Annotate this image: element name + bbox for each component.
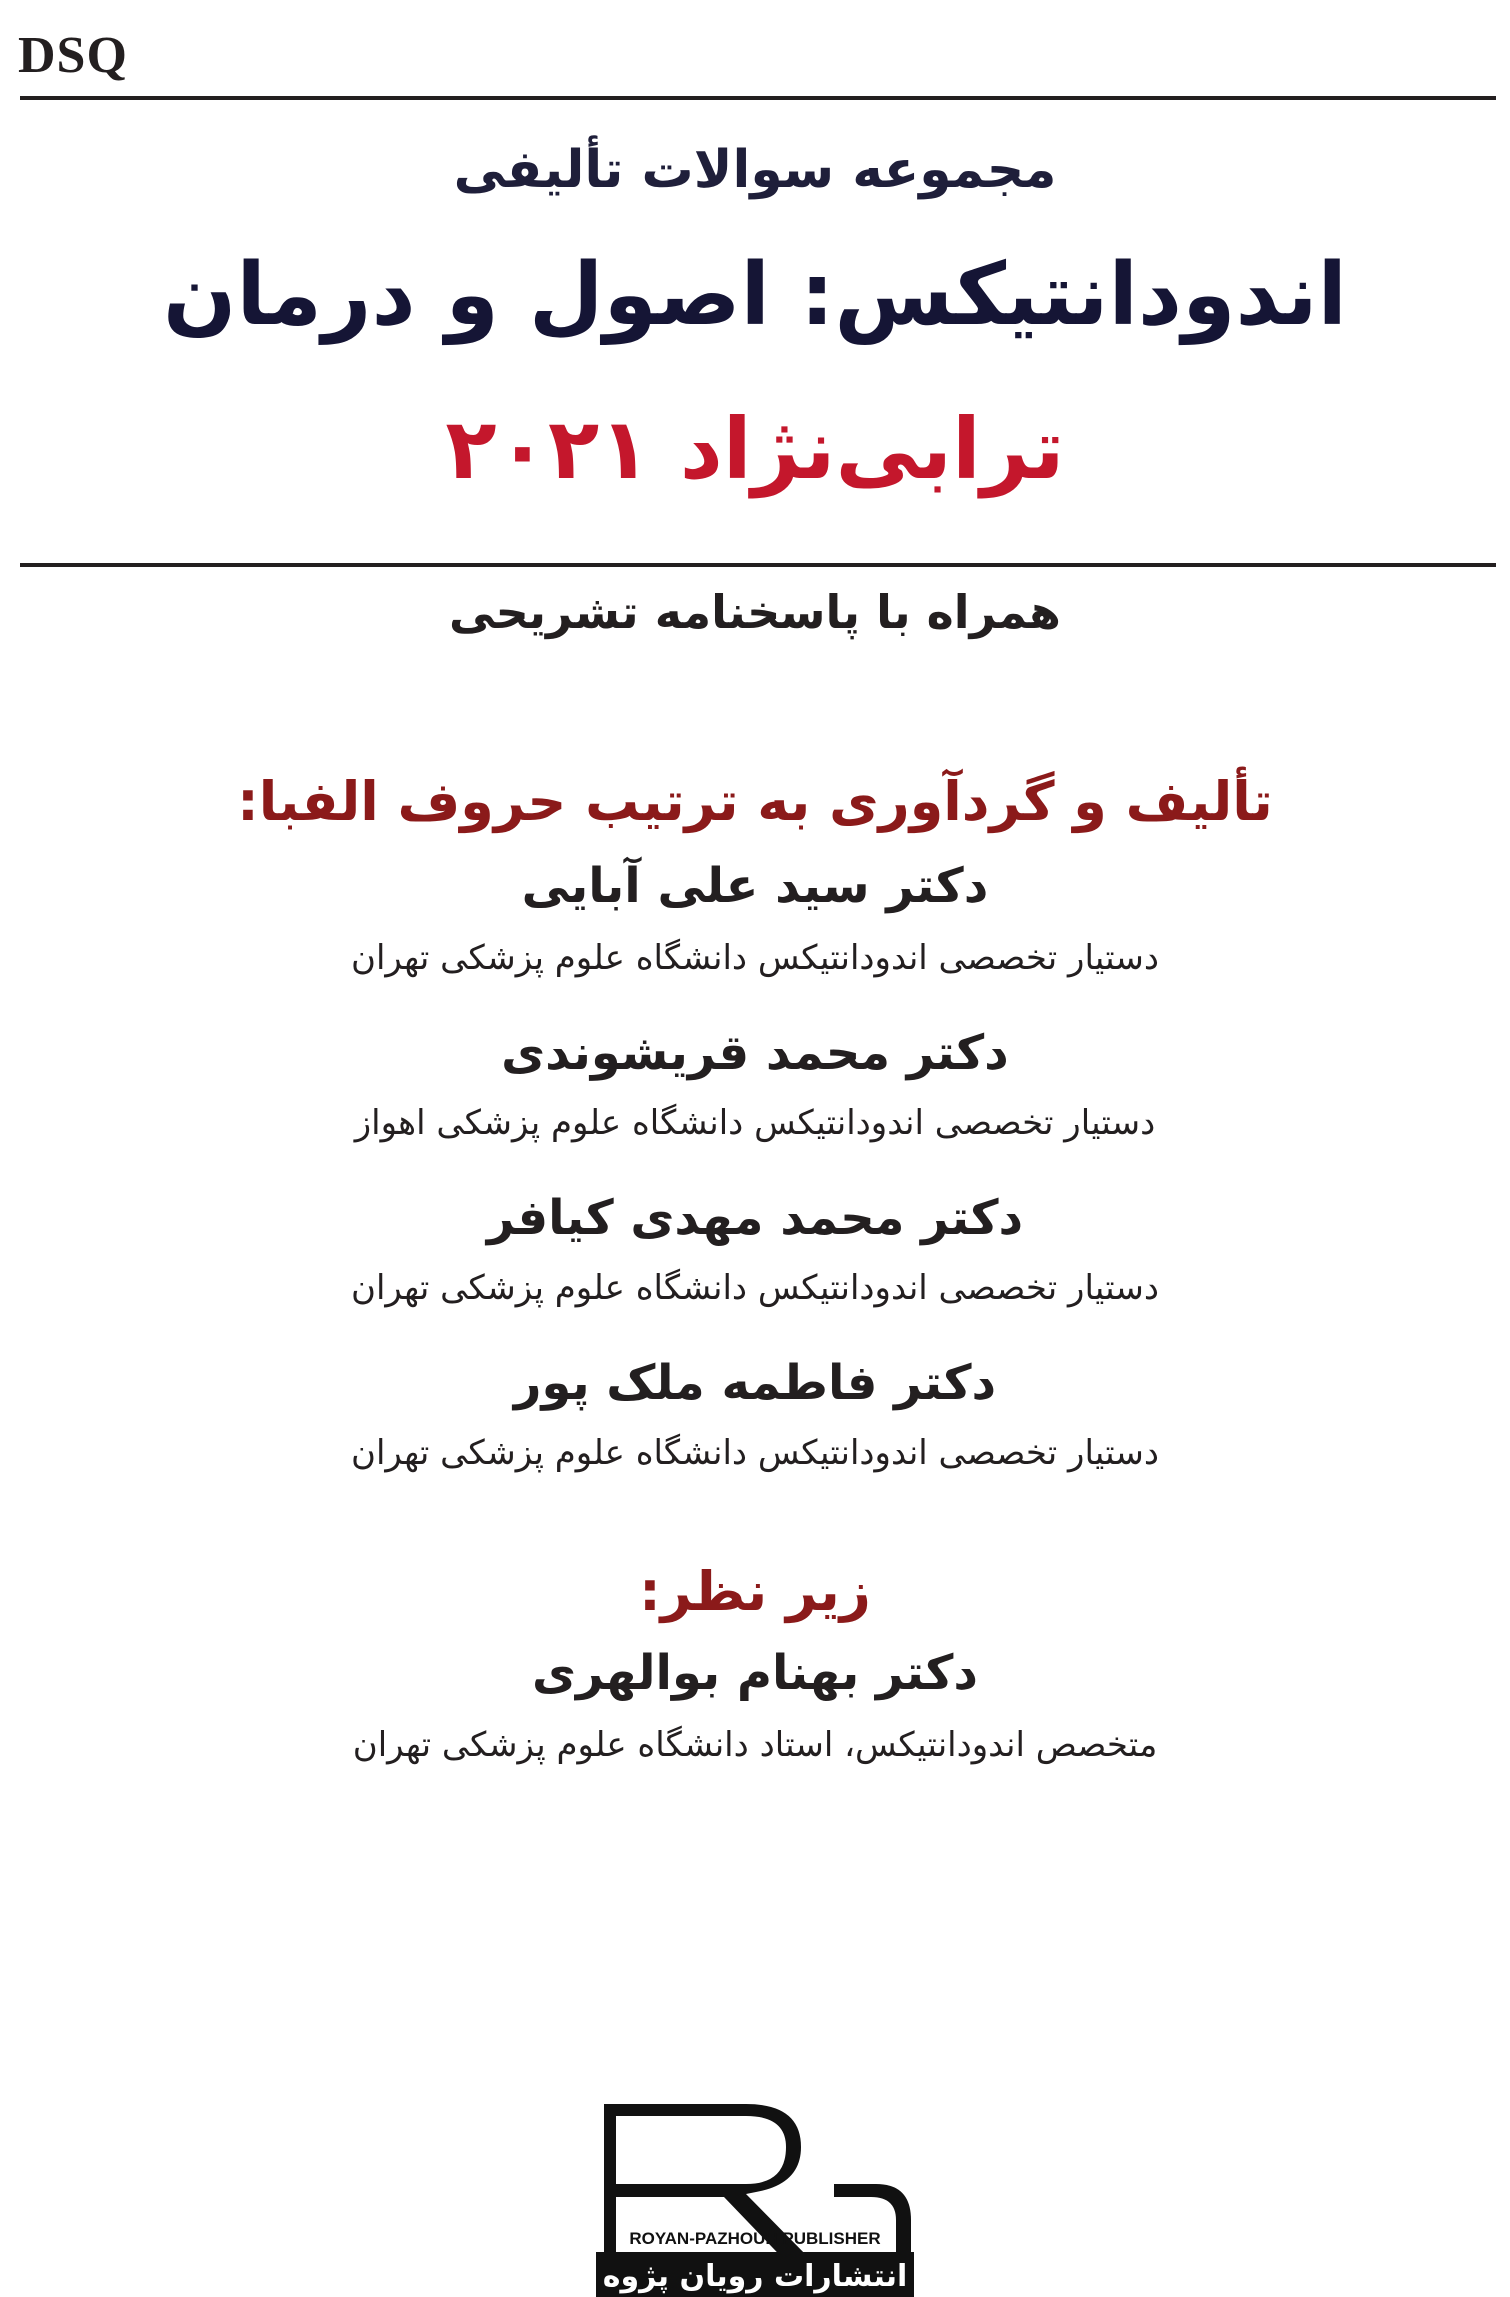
author-affiliation: دستیار تخصصی اندودانتیکس دانشگاه علوم پزشکی تهران xyxy=(351,1268,1159,1308)
publisher-logo-icon xyxy=(596,2092,914,2297)
subtitle: همراه با پاسخنامه تشریحی xyxy=(449,585,1061,639)
publisher-name-fa: انتشارات رویان پژوه xyxy=(602,2259,908,2294)
authors-heading: تألیف و گردآوری به ترتیب حروف الفبا: xyxy=(237,770,1273,833)
supervisor-affiliation: متخصص اندودانتیکس، استاد دانشگاه علوم پزشکی تهران xyxy=(352,1725,1158,1765)
author-affiliation: دستیار تخصصی اندودانتیکس دانشگاه علوم پزشکی تهران xyxy=(351,1433,1159,1473)
top-divider xyxy=(20,96,1496,100)
author-name: دکتر فاطمه ملک پور xyxy=(513,1355,997,1411)
author-affiliation: دستیار تخصصی اندودانتیکس دانشگاه علوم پزشکی تهران xyxy=(351,938,1159,978)
author-affiliation: دستیار تخصصی اندودانتیکس دانشگاه علوم پزشکی اهواز xyxy=(354,1103,1156,1143)
supervisor-name: دکتر بهنام بوالهری xyxy=(531,1645,979,1701)
supervisor-heading: زیر نظر: xyxy=(639,1560,871,1623)
book-title: اندودانتیکس: اصول و درمان xyxy=(163,245,1347,345)
publisher-name-en: ROYAN-PAZHOUH PUBLISHER xyxy=(629,2229,881,2248)
author-name: دکتر سید علی آبایی xyxy=(521,858,989,914)
brand-mark: DSQ xyxy=(18,27,128,84)
author-name: دکتر محمد قریشوندی xyxy=(501,1025,1009,1081)
series-title: مجموعه سوالات تألیفی xyxy=(453,140,1057,200)
middle-divider xyxy=(20,563,1496,567)
author-name: دکتر محمد مهدی کیافر xyxy=(486,1190,1024,1246)
edition-title: ترابی‌نژاد ۲۰۲۱ xyxy=(445,400,1065,498)
